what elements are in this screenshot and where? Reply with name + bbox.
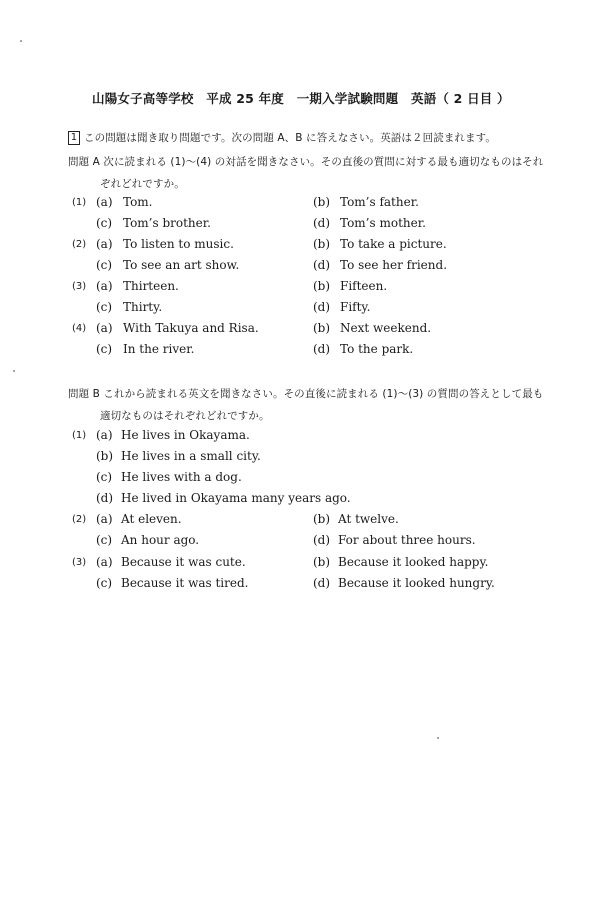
- option-text: Tom’s mother.: [340, 216, 426, 230]
- option-label: (c): [96, 300, 113, 314]
- option-text: For about three hours.: [338, 533, 476, 547]
- option-label: (d): [313, 300, 331, 314]
- section-1-intro-text: この問題は聞き取り問題です。次の問題 A、B に答えなさい。英語は２回読まれます。: [84, 132, 496, 144]
- question-number: (4): [72, 323, 87, 334]
- option-text: Next weekend.: [340, 321, 432, 335]
- option-text: He lives with a dog.: [121, 470, 242, 484]
- exam-title: 山陽女子高等学校 平成 25 年度 一期入学試験問題 英語（ 2 日目 ）: [92, 91, 510, 106]
- option-label: (d): [96, 491, 114, 505]
- option-label: (a): [96, 237, 113, 251]
- question-number: (2): [72, 239, 87, 250]
- question-number: (1): [72, 197, 87, 208]
- option-text: To the park.: [340, 342, 414, 356]
- option-text: With Takuya and Risa.: [123, 321, 259, 335]
- option-text: Because it was cute.: [121, 555, 246, 569]
- option-text: Because it looked happy.: [338, 555, 489, 569]
- option-text: Because it was tired.: [121, 576, 249, 590]
- option-label: (a): [96, 195, 113, 209]
- option-label: (c): [96, 258, 113, 272]
- option-text: An hour ago.: [121, 533, 200, 547]
- option-label: (d): [313, 216, 331, 230]
- section-number-box: 1: [68, 131, 80, 145]
- option-text: Thirty.: [123, 300, 163, 314]
- option-text: Tom.: [123, 195, 153, 209]
- option-text: At eleven.: [121, 512, 182, 526]
- option-label: (b): [96, 449, 114, 463]
- option-label: (d): [313, 576, 331, 590]
- option-label: (b): [313, 195, 331, 209]
- option-text: He lives in Okayama.: [121, 428, 250, 442]
- option-text: He lives in a small city.: [121, 449, 261, 463]
- option-label: (a): [96, 279, 113, 293]
- option-label: (c): [96, 470, 113, 484]
- question-number: (3): [72, 557, 87, 568]
- option-text: Because it looked hungry.: [338, 576, 495, 590]
- option-label: (b): [313, 555, 331, 569]
- option-label: (a): [96, 512, 113, 526]
- option-label: (b): [313, 237, 331, 251]
- option-label: (c): [96, 216, 113, 230]
- option-text: To see an art show.: [123, 258, 240, 272]
- section-1-intro: [68, 130, 496, 145]
- scan-speck: [20, 40, 22, 42]
- option-label: (d): [313, 258, 331, 272]
- option-label: (a): [96, 321, 113, 335]
- option-label: (a): [96, 555, 113, 569]
- option-text: Fifty.: [340, 300, 371, 314]
- option-label: (b): [313, 321, 331, 335]
- option-text: He lived in Okayama many years ago.: [121, 491, 351, 505]
- question-number: (1): [72, 430, 87, 441]
- option-label: (d): [313, 533, 331, 547]
- option-text: To take a picture.: [340, 237, 447, 251]
- part-a-instruction-line2: ぞれどれですか。: [100, 178, 185, 190]
- option-text: Fifteen.: [340, 279, 388, 293]
- option-label: (c): [96, 342, 113, 356]
- part-b-instruction-line2: 適切なものはそれぞれどれですか。: [100, 410, 270, 422]
- question-number: (2): [72, 514, 87, 525]
- scan-speck: [13, 370, 15, 372]
- scan-speck: [437, 737, 439, 739]
- part-b-instruction-line1: 問題 B これから読まれる英文を聞きなさい。その直後に読まれる (1)～(3) の質問の答えとして最も: [68, 388, 544, 400]
- option-label: (c): [96, 576, 113, 590]
- option-text: Thirteen.: [123, 279, 179, 293]
- part-a-instruction-line1: 問題 A 次に読まれる (1)～(4) の対話を聞きなさい。その直後の質問に対する最も適切なものはそれ: [68, 156, 544, 168]
- option-label: (c): [96, 533, 113, 547]
- option-label: (b): [313, 512, 331, 526]
- option-text: To listen to music.: [123, 237, 234, 251]
- option-text: Tom’s father.: [340, 195, 419, 209]
- option-text: To see her friend.: [340, 258, 448, 272]
- option-text: At twelve.: [338, 512, 399, 526]
- option-text: In the river.: [123, 342, 195, 356]
- question-number: (3): [72, 281, 87, 292]
- option-label: (a): [96, 428, 113, 442]
- option-label: (b): [313, 279, 331, 293]
- option-label: (d): [313, 342, 331, 356]
- option-text: Tom’s brother.: [123, 216, 211, 230]
